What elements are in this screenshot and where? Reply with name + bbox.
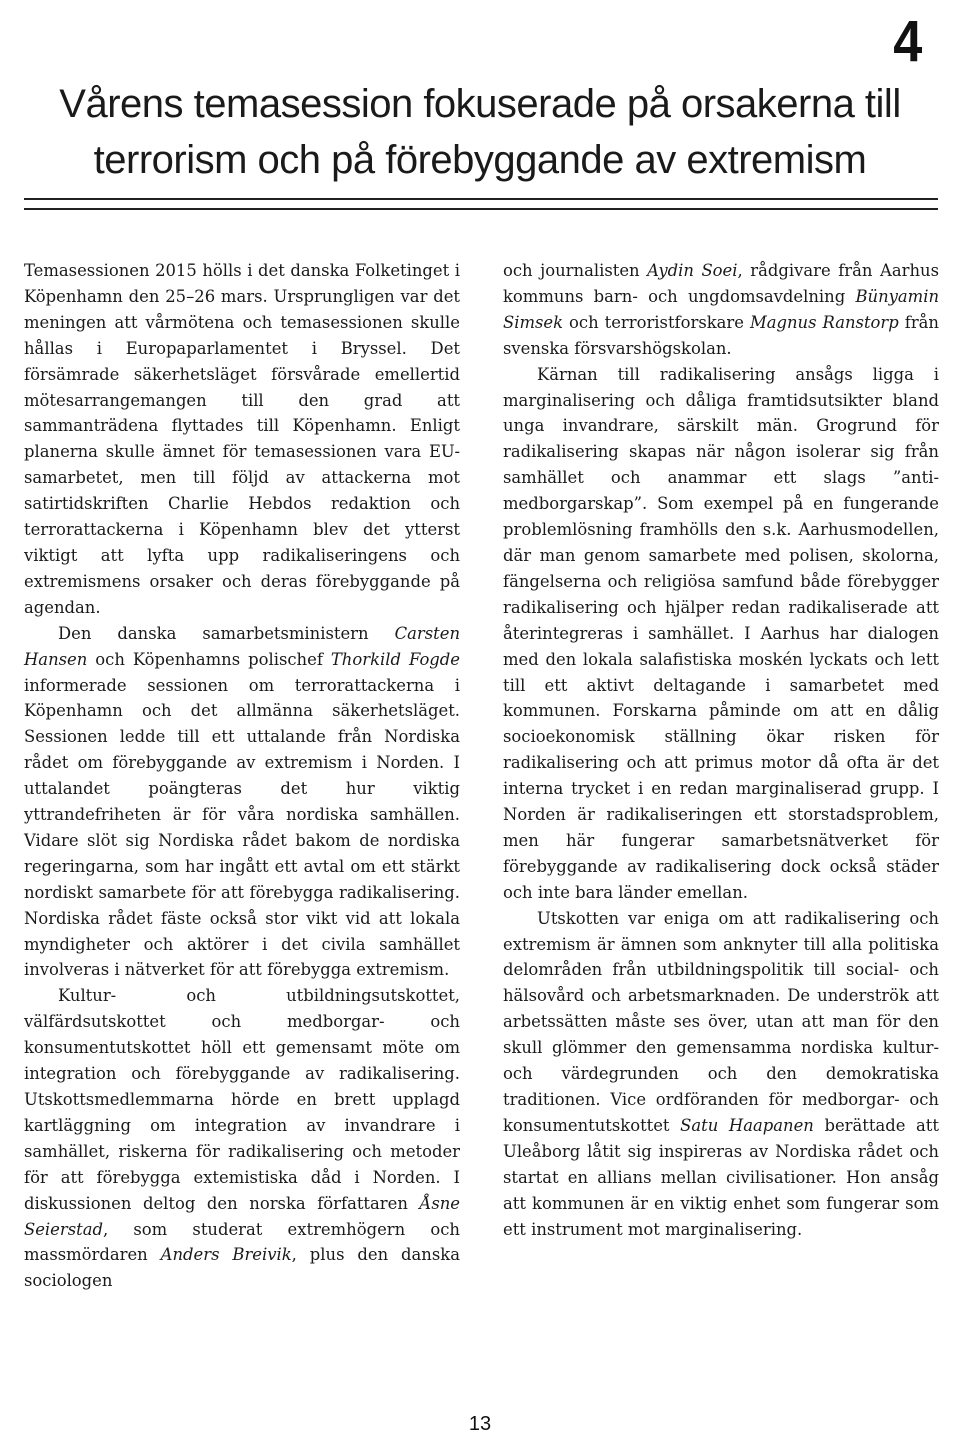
person-name: Satu Haapanen [680, 1115, 814, 1135]
title-rule-top [24, 198, 938, 200]
title-line-2: terrorism och på förebyggande av extremism [93, 138, 867, 182]
text-run: , plus den danska sociologen [24, 1245, 460, 1291]
page-title [0, 76, 960, 188]
left-paragraph-3 [24, 983, 460, 1294]
text-run: Kultur- och utbildningsutskottet, välfärdsutskottet och medborgar- och konsumentutskottet höll ett gemensamt möte om integration och förebyggande av radikalisering. Utskottsmedlemmarna hörde en brett upplagd kartläggning om integration av invandrare i samhället, riskerna för radikalisering och metoder för att förebygga extemistiska dåd i Norden. I diskussionen deltog den norska författaren [24, 986, 460, 1213]
right-column [503, 258, 939, 1242]
text-run: Utskotten var eniga om att radikalisering och extremism är ämnen som anknyter till alla politiska delområden från utbildningspolitik till social- och hälsovård och arbetsmarknaden. De underströk att arbetssätten måste ses över, utan att man för den skull glömmer den gemensamma nordiska kultur- och värdegrunden och den demokratiska traditionen. Vice ordföranden för medborgar- och konsumentutskottet [503, 908, 939, 1135]
right-paragraph-1 [503, 258, 939, 362]
chapter-number: 4 [892, 9, 922, 74]
right-paragraph-3 [503, 906, 939, 1243]
text-run: och terroristforskare [563, 312, 750, 332]
person-name: Carsten Hansen [24, 623, 460, 669]
left-column [24, 258, 460, 1294]
left-paragraph-1: Temasessionen 2015 hölls i det danska Folketinget i Köpenhamn den 25–26 mars. Ursprungligen var det meningen att vårmötena och temasessionen skulle hållas i Europaparlamentet i Bryssel. Det försämrade säkerhetsläget försvårade emellertid mötesarrangemangen till den grad att sammanträdena flyttades till Köpenhamn. Enligt planerna skulle ämnet för temasessionen vara EU-samarbetet, men till följd av attackerna mot satirtidskriften Charlie Hebdos redaktion och terrorattackerna i Köpenhamn blev det ytterst viktigt att lyfta upp radikaliseringens och extremismens orsaker och deras förebyggande på agendan. [24, 261, 460, 617]
left-paragraph-2 [24, 621, 460, 984]
title-rule-bottom [24, 208, 938, 210]
page-number: 13 [468, 1413, 492, 1435]
person-name: Thorkild Fogde [330, 649, 460, 669]
text-run: berättade att Uleåborg låtit sig inspireras av Nordiska rådet och startat en allians mellan civilisationer. Hon ansåg att kommunen är en viktig enhet som fungerar som ett instrument mot marginalisering. [503, 1115, 939, 1239]
text-run: och journalisten [503, 261, 648, 280]
text-run: och Köpenhamns polischef [87, 649, 331, 669]
right-paragraph-2: Kärnan till radikalisering ansågs ligga i marginalisering och dåliga framtidsutsikter bland unga invandrare, särskilt män. Grogrund för radikalisering skapas när någon isolerar sig från samhället och anammar ett slags ”anti-medborgarskap”. Som exempel på en fungerande problemlösning framhölls den s.k. Aarhusmodellen, där man genom samarbete med polisen, skolorna, fängelserna och religiösa samfund både förebygger radikalisering och hjälper redan radikaliserade att återintegreras i samhället. I Aarhus har dialogen med den lokala salafistiska moskén lyckats och lett till ett aktivt deltagande i samarbetet med kommunen. Forskarna påminde om att en dålig socioekonomisk ställning ökar risken för radikalisering och att primus motor då ofta är det interna trycket i en redan marginaliserad grupp. I Norden är radikaliseringen ett storstadsproblem, men här fungerar samarbetsnätverket för förebyggande av radikalisering dock också städer och inte bara länder emellan. [503, 364, 939, 902]
title-line-1: Vårens temasession fokuserade på orsakerna till [59, 82, 901, 126]
person-name: Magnus Ranstorp [749, 312, 899, 332]
person-name: Åsne Seierstad [24, 1193, 460, 1239]
person-name: Aydin Soei [647, 261, 738, 280]
person-name: Bünyamin Simsek [503, 286, 939, 332]
text-run: , som studerat extremhögern och massmördaren [24, 1219, 460, 1265]
text-run: från svenska försvarshögskolan. [503, 312, 939, 358]
text-run: , rådgivare från Aarhus kommuns barn- och ungdomsavdelning [503, 261, 939, 306]
person-name: Anders Breivik [160, 1245, 292, 1265]
text-run: Den danska samarbetsministern [58, 623, 395, 643]
text-run: informerade sessionen om terrorattackerna i Köpenhamn och det allmänna säkerhetsläget. Sessionen ledde till ett uttalande från Nordiska rådet om förebyggande av extremism i Norden. I uttalandet poängteras det hur viktig yttrandefriheten är för våra nordiska samhällen. Vidare slöt sig Nordiska rådet bakom de nordiska regeringarna, som har ingått ett avtal om ett stärkt nordiskt samarbete för att förebygga radikalisering. Nordiska rådet fäste också stor vikt vid att lokala myndigheter och aktörer i det civila samhället involveras i nätverket för att förebygga extremism. [24, 675, 460, 980]
